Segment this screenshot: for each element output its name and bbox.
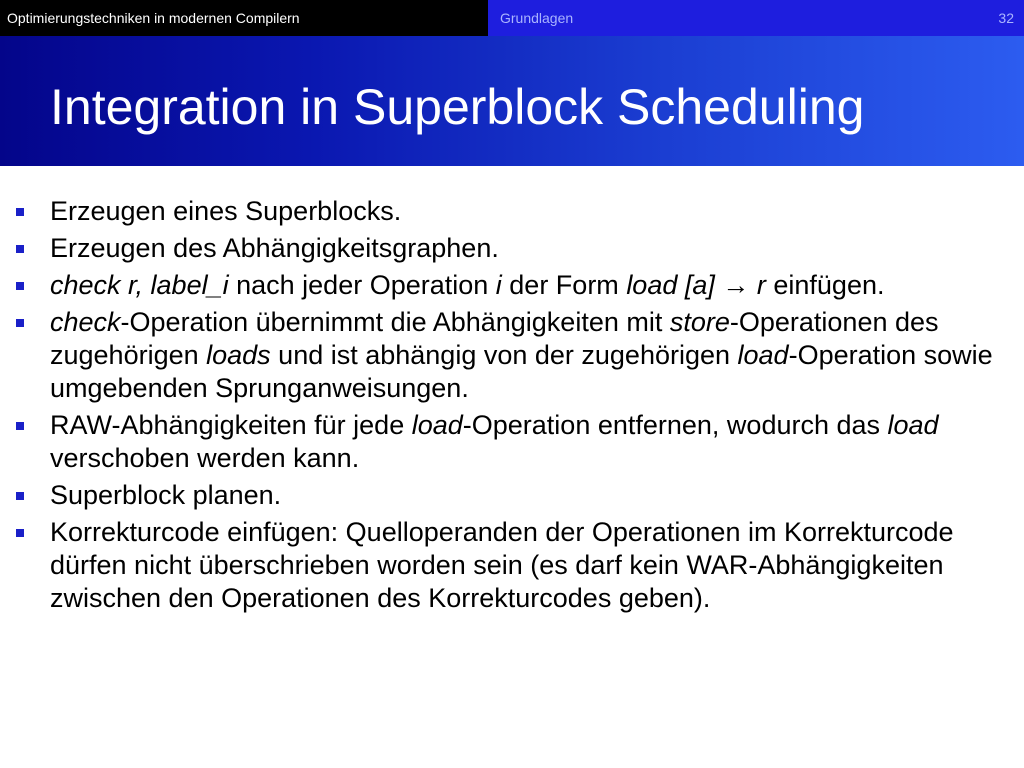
bullet-text — [50, 516, 1002, 615]
bullet-text — [50, 409, 1002, 475]
bullet-text-segment: -Operation übernimmt die Abhängigkeiten mit — [120, 307, 670, 337]
square-bullet-icon — [16, 208, 24, 216]
bullet-text-italic: load — [737, 340, 789, 370]
bullet-text-italic: load — [887, 410, 939, 440]
header-bar — [0, 0, 1024, 36]
square-bullet-icon — [16, 319, 24, 327]
bullet-text-segment: -Operation entfernen, wodurch das — [462, 410, 888, 440]
bullet-item — [0, 409, 1024, 475]
slide-page-number: 32 — [998, 10, 1014, 26]
bullet-item — [0, 269, 1024, 302]
header-section-area — [488, 0, 1024, 36]
square-bullet-icon — [16, 492, 24, 500]
bullet-item — [0, 306, 1024, 405]
header-course-title: Optimierungstechniken in modernen Compilern — [0, 0, 488, 36]
slide-title: Integration in Superblock Scheduling — [50, 79, 865, 135]
bullet-text — [50, 479, 1002, 512]
bullet-text-italic: store — [669, 307, 730, 337]
header-section-name: Grundlagen — [500, 10, 574, 26]
bullet-text-segment: Erzeugen des Abhängigkeitsgraphen. — [50, 233, 499, 263]
bullet-text — [50, 269, 1002, 302]
bullet-item — [0, 516, 1024, 615]
bullet-text-italic: i — [495, 270, 502, 300]
bullet-text-segment: Superblock planen. — [50, 480, 282, 510]
bullet-list — [0, 195, 1024, 615]
bullet-text — [50, 232, 1002, 265]
square-bullet-icon — [16, 245, 24, 253]
bullet-text-segment: der Form — [501, 270, 627, 300]
title-band — [0, 36, 1024, 166]
bullet-item — [0, 195, 1024, 228]
square-bullet-icon — [16, 282, 24, 290]
bullet-text-italic: load [a] → r — [626, 270, 766, 300]
bullet-text-italic: load — [411, 410, 463, 440]
bullet-text-italic: loads — [206, 340, 271, 370]
bullet-text-segment: verschoben werden kann. — [50, 443, 360, 473]
bullet-text-segment: Erzeugen eines Superblocks. — [50, 196, 402, 226]
bullet-item — [0, 479, 1024, 512]
bullet-text-segment: Korrekturcode einfügen: Quelloperanden der Operationen im Korrekturcode dürfen nicht überschrieben worden sein (es darf kein WAR-Abhängigkeiten zwischen den Operationen des Korrekturcodes geben). — [50, 517, 954, 613]
bullet-text-segment: einfügen. — [765, 270, 885, 300]
bullet-text — [50, 195, 1002, 228]
bullet-text-segment: -Operationen des zugehörigen — [50, 307, 939, 370]
bullet-text-segment: nach jeder Operation — [228, 270, 496, 300]
bullet-item — [0, 232, 1024, 265]
slide-content — [0, 195, 1024, 619]
bullet-text-segment: -Operation sowie umgebenden Sprunganweisungen. — [50, 340, 993, 403]
square-bullet-icon — [16, 422, 24, 430]
bullet-text-segment: RAW-Abhängigkeiten für jede — [50, 410, 412, 440]
bullet-text-segment: und ist abhängig von der zugehörigen — [270, 340, 738, 370]
bullet-text-italic: check r, label_i — [50, 270, 229, 300]
bullet-text — [50, 306, 1002, 405]
square-bullet-icon — [16, 529, 24, 537]
bullet-text-italic: check — [50, 307, 121, 337]
